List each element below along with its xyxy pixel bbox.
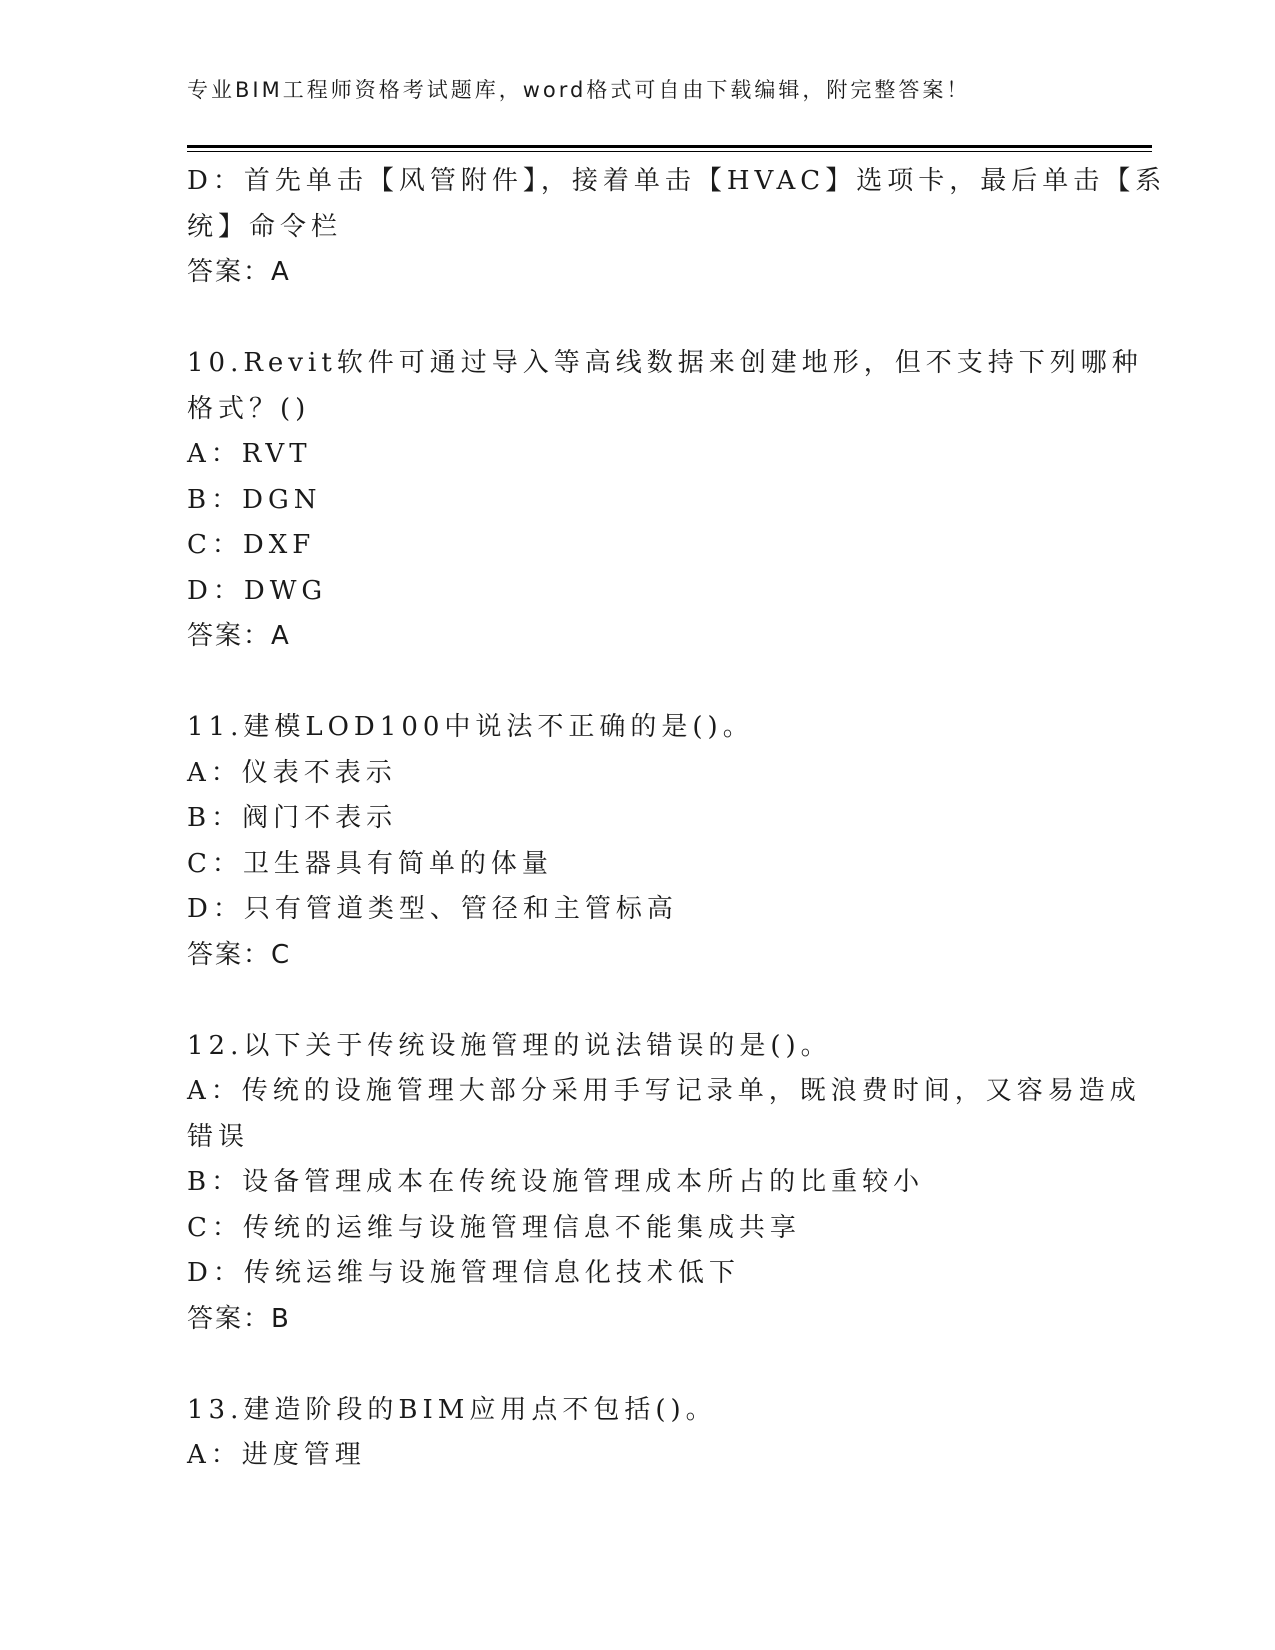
q10-option-b: B：DGN	[187, 484, 322, 515]
q12-option-d: D：传统运维与设施管理信息化技术低下	[187, 1258, 740, 1288]
q13-stem: 13.建造阶段的BIM应用点不包括()。	[187, 1394, 717, 1425]
q11-option-c: C：卫生器具有简单的体量	[187, 848, 553, 879]
q10-answer: 答案：A	[187, 621, 291, 651]
q12-stem: 12.以下关于传统设施管理的说法错误的是()。	[187, 1030, 832, 1061]
q9-option-d-line1: D：首先单击【风管附件】，接着单击【HVAC】选项卡，最后单击【系	[187, 166, 1167, 196]
q12-answer: 答案：B	[187, 1303, 291, 1334]
q12-option-a-line1: A：传统的设施管理大部分采用手写记录单，既浪费时间，又容易造成	[187, 1076, 1141, 1106]
q11-answer: 答案：C	[187, 939, 292, 970]
spacer	[187, 660, 1087, 706]
q10-stem-line2: 格式？()	[187, 393, 311, 424]
q13-option-a: A：进度管理	[187, 1440, 366, 1470]
q11-option-b: B：阀门不表示	[187, 803, 398, 833]
q10-option-d: D：DWG	[187, 575, 328, 606]
page-header: 专业BIM工程师资格考试题库，word格式可自由下载编辑，附完整答案！	[187, 78, 971, 102]
spacer	[187, 296, 1087, 342]
q9-answer: 答案：A	[187, 257, 291, 287]
question-content	[187, 159, 1167, 1479]
spacer	[187, 1342, 1087, 1388]
q12-option-a-line2: 错误	[187, 1121, 250, 1152]
q12-option-c: C：传统的运维与设施管理信息不能集成共享	[187, 1212, 801, 1243]
q11-stem: 11.建模LOD100中说法不正确的是()。	[187, 712, 754, 742]
q10-option-c: C：DXF	[187, 530, 316, 560]
q10-option-a: A：RVT	[187, 439, 312, 469]
q9-option-d-line2: 统】命令栏	[187, 211, 343, 242]
q11-option-d: D：只有管道类型、管径和主管标高	[187, 894, 678, 924]
header-rule-thick	[187, 145, 1152, 148]
header-rule-thin	[187, 151, 1152, 152]
q10-stem-line1: 10.Revit软件可通过导入等高线数据来创建地形，但不支持下列哪种	[187, 348, 1143, 378]
spacer	[187, 978, 1087, 1024]
q11-option-a: A：仪表不表示	[187, 757, 397, 788]
q12-option-b: B：设备管理成本在传统设施管理成本所占的比重较小	[187, 1167, 925, 1197]
